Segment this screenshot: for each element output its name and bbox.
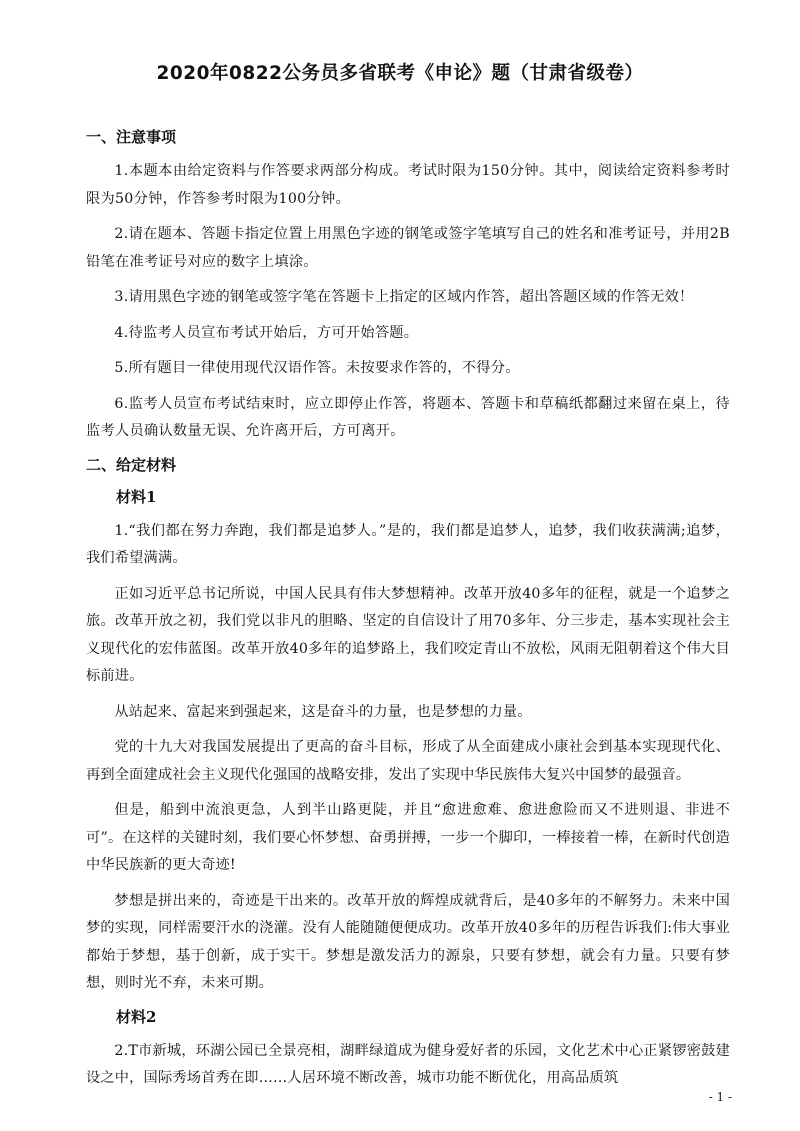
notice-item: 5.所有题目一律使用现代汉语作答。未按要求作答的，不得分。 [114,360,520,376]
material-paragraph: 2.T市新城，环湖公园已全景亮相，湖畔绿道成为健身爱好者的乐园，文化艺术中心正紧锣密鼓建设之中，国际秀场首秀在即……人居环境不断改善，城市功能不断优化，用高品质筑 [86,1042,730,1086]
material-2-heading: 材料2 [116,1007,157,1026]
section-heading-materials: 二、给定材料 [86,455,177,474]
notice-item: 6.监考人员宣布考试结束时，应立即停止作答，将题本、答题卡和草稿纸都翻过来留在桌上，待监考人员确认数量无误、允许离开后，方可离开。 [86,395,730,439]
material-paragraph: 但是，船到中流浪更急，人到半山路更陡，并且“愈进愈难、愈进愈险而又不进则退、非进不可”。在这样的关键时刻，我们要心怀梦想、奋勇拼搏，一步一个脚印，一棒接着一棒，在新时代创造中华民族新的更大奇迹! [86,802,730,873]
material-paragraph: 正如习近平总书记所说，中国人民具有伟大梦想精神。改革开放40多年的征程，就是一个追梦之旅。改革开放之初，我们党以非凡的胆略、坚定的自信设计了用70多年、分三步走，基本实现社会主义现代化的宏伟蓝图。改革开放40多年的追梦路上，我们咬定青山不放松，风雨无阻朝着这个伟大目标前进。 [86,585,730,684]
document-body [86,126,730,1101]
notice-item: 2.请在题本、答题卡指定位置上用黑色字迹的钢笔或签字笔填写自己的姓名和准考证号，并用2B铅笔在准考证号对应的数字上填涂。 [86,226,730,270]
notice-item: 4.待监考人员宣布考试开始后，方可开始答题。 [114,324,419,341]
material-paragraph: 1.“我们都在努力奔跑，我们都是追梦人。”是的，我们都是追梦人，追梦，我们收获满满;追梦，我们希望满满。 [86,522,730,566]
material-paragraph: 从站起来、富起来到强起来，这是奋斗的力量，也是梦想的力量。 [114,703,532,720]
document-title: 2020年0822公务员多省联考《申论》题（甘肃省级卷） [156,63,644,84]
material-paragraph: 梦想是拼出来的，奇迹是干出来的。改革开放的辉煌成就背后，是40多年的不解努力。未来中国 梦的实现，同样需要汗水的浇灌。没有人能随随便便成功。改革开放40多年的历程告诉我们:伟大事业都始于梦想，基于创新，成于实干。梦想是激发活力的源泉，只要有梦想，就会有力量。只要有梦想，则时光不弃，未来可期。 [86,892,730,991]
material-1-heading: 材料1 [116,487,157,506]
notice-item: 1.本题本由给定资料与作答要求两部分构成。考试时限为150分钟。其中，阅读给定资料参考时限为50分钟，作答参考时限为100分钟。 [86,163,730,207]
page-number: - 1 - [708,1090,732,1104]
section-heading-notice: 一、注意事项 [86,128,177,146]
material-paragraph: 党的十九大对我国发展提出了更高的奋斗目标，形成了从全面建成小康社会到基本实现现代化、再到全面建成社会主义现代化强国的战略安排，发出了实现中华民族伟大复兴中国梦的最强音。 [86,739,730,783]
notice-item: 3.请用黑色字迹的钢笔或签字笔在答题卡上指定的区域内作答，超出答题区域的作答无效！ [114,289,694,305]
